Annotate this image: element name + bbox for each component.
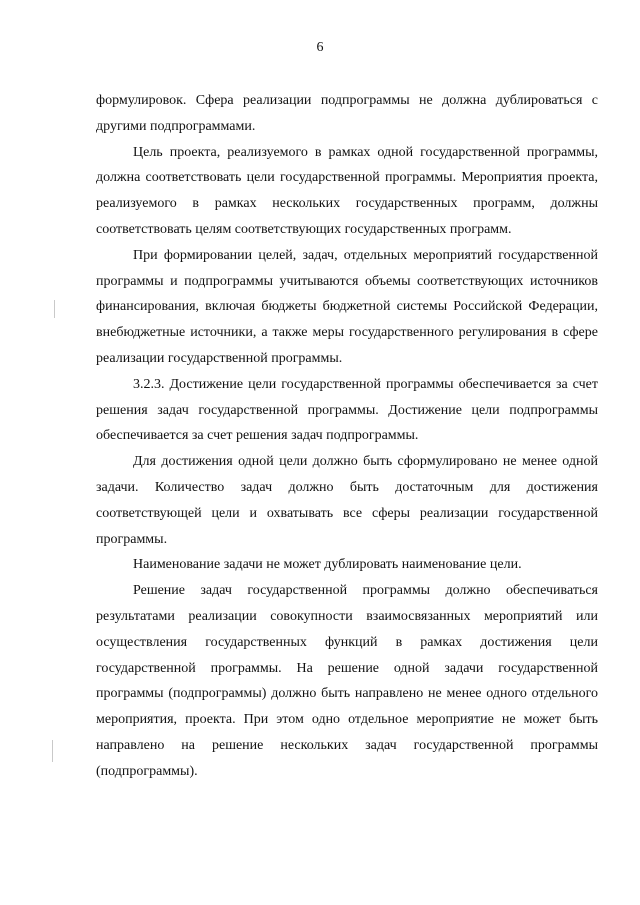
paragraph: 3.2.3. Достижение цели государственной программы обеспечивается за счет решения задач государственной программы. Достижение цели подпрограммы обеспечивается за счет решения задач подпрограммы. bbox=[96, 376, 598, 444]
paragraph: Наименование задачи не может дублировать наименование цели. bbox=[133, 557, 522, 573]
paragraph: Для достижения одной цели должно быть сформулировано не менее одной задачи. Количество задач должно быть достаточным для достижения соответствующей цели и охватывать все сферы реализации государственной программы. bbox=[96, 454, 598, 547]
body-text bbox=[96, 88, 598, 785]
paragraph: Решение задач государственной программы должно обеспечиваться результатами реализации совокупности взаимосвязанных мероприятий или осуществления государственных функций в рамках достижения цели государственной программы. На решение одной задачи государственной программы (подпрограммы) должно быть направлено не менее одного отдельного мероприятия, проекта. При этом одно отдельное мероприятие не может быть направлено на решение нескольких задач государственной программы (подпрограммы). bbox=[96, 583, 598, 779]
page-number: 6 bbox=[316, 40, 324, 55]
scan-margin-mark bbox=[54, 300, 55, 318]
scan-margin-mark bbox=[52, 740, 53, 762]
paragraph: формулировок. Сфера реализации подпрограммы не должна дублироваться с другими подпрограммами. bbox=[96, 93, 598, 134]
paragraph: При формировании целей, задач, отдельных мероприятий государственной программы и подпрограммы учитываются объемы соответствующих источников финансирования, включая бюджеты бюджетной системы Российской Федерации, внебюджетные источники, а также меры государственного регулирования в сфере реализации государственной программы. bbox=[96, 247, 598, 366]
paragraph: Цель проекта, реализуемого в рамках одной государственной программы, должна соответствовать цели государственной программы. Мероприятия проекта, реализуемого в рамках нескольких государственных программ, должны соответствовать целям соответствующих государственных программ. bbox=[96, 144, 598, 237]
